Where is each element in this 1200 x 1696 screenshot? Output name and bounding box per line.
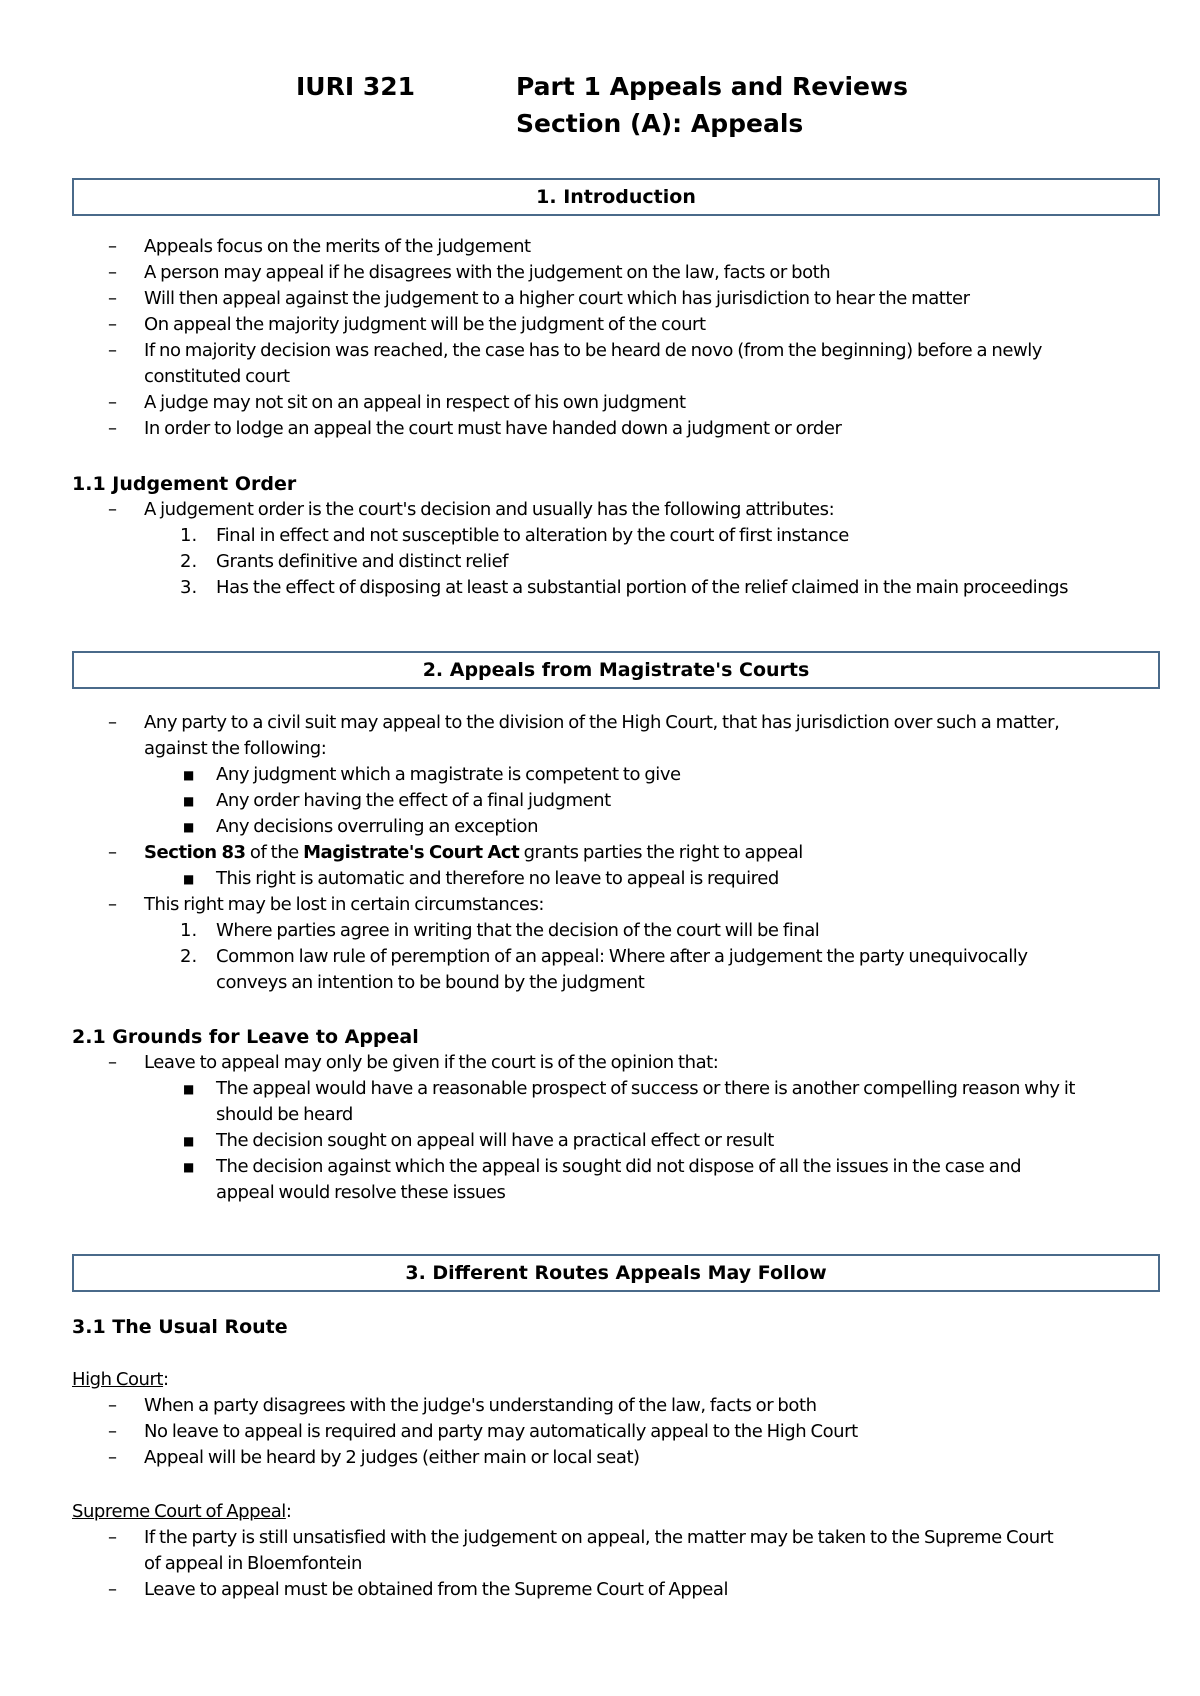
section-83-text: of the <box>245 842 304 863</box>
dash-bullet: – <box>108 842 117 863</box>
bullet-item: The decision sought on appeal will have a practical effect or result <box>216 1130 774 1151</box>
list-item: Will then appeal against the judgement to a higher court which has jurisdiction to hear the matter <box>144 288 970 309</box>
section-83-tail: grants parties the right to appeal <box>519 842 803 863</box>
subheading-grounds-for-leave: 2.1 Grounds for Leave to Appeal <box>72 1026 419 1048</box>
list-item: A judgement order is the court's decision and usually has the following attributes: <box>144 499 835 520</box>
list-item: Leave to appeal may only be given if the court is of the opinion that: <box>144 1052 719 1073</box>
list-item: A person may appeal if he disagrees with the judgement on the law, facts or both <box>144 262 831 283</box>
dash-bullet: – <box>108 236 117 257</box>
dash-bullet: – <box>108 1052 117 1073</box>
bullet-item-continuation: should be heard <box>216 1104 353 1125</box>
numbered-item: Has the effect of disposing at least a substantial portion of the relief claimed in the main proceedings <box>216 577 1069 598</box>
numbered-item: Final in effect and not susceptible to alteration by the court of first instance <box>216 525 849 546</box>
square-bullet: ■ <box>183 1134 195 1148</box>
list-item: Appeal will be heard by 2 judges (either main or local seat) <box>144 1447 640 1468</box>
dash-bullet: – <box>108 499 117 520</box>
list-item: In order to lodge an appeal the court must have handed down a judgment or order <box>144 418 842 439</box>
dash-bullet: – <box>108 1579 117 1600</box>
bullet-item-continuation: appeal would resolve these issues <box>216 1182 506 1203</box>
dash-bullet: – <box>108 1421 117 1442</box>
numbered-item-continuation: conveys an intention to be bound by the judgment <box>216 972 645 993</box>
list-item-continuation: constituted court <box>144 366 290 387</box>
subheading-judgement-order: 1.1 Judgement Order <box>72 473 297 495</box>
list-number: 1. <box>180 920 198 941</box>
bullet-item: The decision against which the appeal is sought did not dispose of all the issues in the case and <box>216 1156 1022 1177</box>
list-number: 2. <box>180 551 198 572</box>
list-number: 2. <box>180 946 198 967</box>
section-83-bold: Section 83 <box>144 842 246 863</box>
bullet-item: The appeal would have a reasonable prospect of success or there is another compelling reason why it <box>216 1078 1076 1099</box>
list-item: If no majority decision was reached, the case has to be heard de novo (from the beginning) before a newly <box>144 340 1042 361</box>
section-heading-magistrates-courts: 2. Appeals from Magistrate's Courts <box>72 651 1160 689</box>
section-heading-different-routes: 3. Different Routes Appeals May Follow <box>72 1254 1160 1292</box>
dash-bullet: – <box>108 418 117 439</box>
dash-bullet: – <box>108 1395 117 1416</box>
dash-bullet: – <box>108 314 117 335</box>
square-bullet: ■ <box>183 820 195 834</box>
dash-bullet: – <box>108 894 117 915</box>
list-item: When a party disagrees with the judge's understanding of the law, facts or both <box>144 1395 817 1416</box>
list-item: Any party to a civil suit may appeal to the division of the High Court, that has jurisdiction over such a matter, <box>144 712 1060 733</box>
numbered-item: Where parties agree in writing that the decision of the court will be final <box>216 920 820 941</box>
square-bullet: ■ <box>183 872 195 886</box>
dash-bullet: – <box>108 712 117 733</box>
bullet-item: Any judgment which a magistrate is competent to give <box>216 764 681 785</box>
list-number: 3. <box>180 577 198 598</box>
list-item: No leave to appeal is required and party may automatically appeal to the High Court <box>144 1421 858 1442</box>
list-item: On appeal the majority judgment will be the judgment of the court <box>144 314 706 335</box>
square-bullet: ■ <box>183 768 195 782</box>
high-court-underlined: High Court <box>72 1369 164 1390</box>
list-item: Appeals focus on the merits of the judgement <box>144 236 531 257</box>
dash-bullet: – <box>108 1527 117 1548</box>
numbered-item: Common law rule of peremption of an appeal: Where after a judgement the party unequivocally <box>216 946 1028 967</box>
square-bullet: ■ <box>183 1160 195 1174</box>
list-item: This right may be lost in certain circumstances: <box>144 894 544 915</box>
course-code: IURI 321 <box>296 72 416 101</box>
dash-bullet: – <box>108 392 117 413</box>
bullet-item: Any decisions overruling an exception <box>216 816 539 837</box>
list-item-continuation: of appeal in Bloemfontein <box>144 1553 362 1574</box>
section-title: Section (A): Appeals <box>516 109 804 138</box>
document-title: Part 1 Appeals and Reviews <box>516 72 908 101</box>
list-item: A judge may not sit on an appeal in respect of his own judgment <box>144 392 686 413</box>
square-bullet: ■ <box>183 1082 195 1096</box>
list-item-section-83 <box>144 840 803 866</box>
section-heading-introduction: 1. Introduction <box>72 178 1160 216</box>
bullet-item: This right is automatic and therefore no leave to appeal is required <box>216 868 779 889</box>
bullet-item: Any order having the effect of a final judgment <box>216 790 611 811</box>
dash-bullet: – <box>108 288 117 309</box>
square-bullet: ■ <box>183 794 195 808</box>
supreme-court-underlined: Supreme Court of Appeal <box>72 1501 286 1522</box>
dash-bullet: – <box>108 262 117 283</box>
list-number: 1. <box>180 525 198 546</box>
numbered-item: Grants definitive and distinct relief <box>216 551 509 572</box>
list-item: Leave to appeal must be obtained from the Supreme Court of Appeal <box>144 1579 729 1600</box>
dash-bullet: – <box>108 340 117 361</box>
dash-bullet: – <box>108 1447 117 1468</box>
act-name-bold: Magistrate's Court Act <box>303 842 520 863</box>
high-court-label: High Court: <box>72 1369 169 1390</box>
subheading-usual-route: 3.1 The Usual Route <box>72 1316 288 1338</box>
list-item: If the party is still unsatisfied with the judgement on appeal, the matter may be taken to the Supreme Court <box>144 1527 1054 1548</box>
supreme-court-label: Supreme Court of Appeal: <box>72 1501 292 1522</box>
list-item-continuation: against the following: <box>144 738 327 759</box>
